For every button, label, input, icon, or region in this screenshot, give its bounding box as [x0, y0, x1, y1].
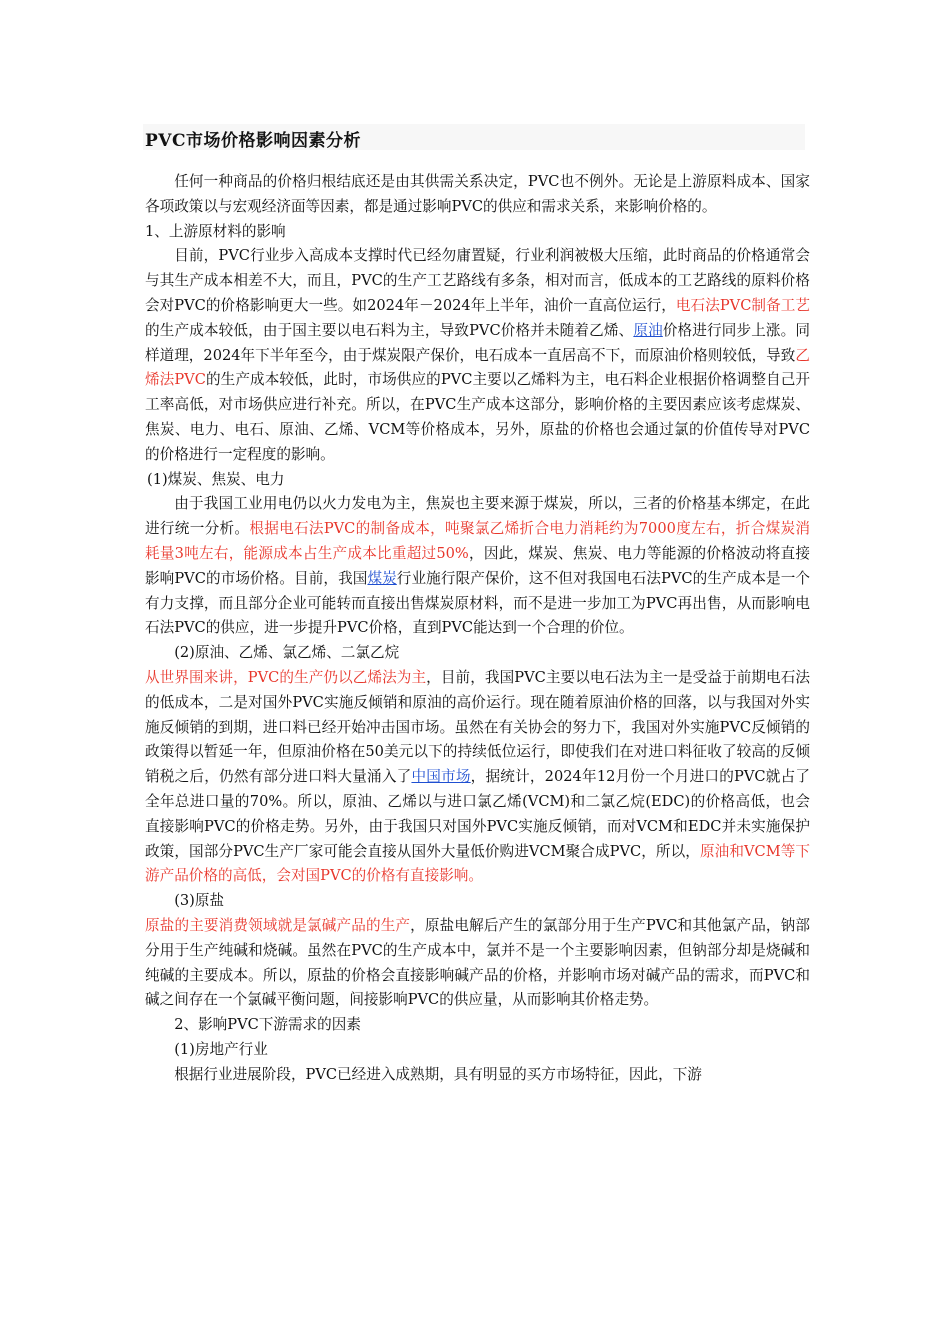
- paragraph-coal: [145, 492, 810, 641]
- paragraph-oil: [145, 666, 810, 889]
- text-span: 由于我国工业用电仍以火力发电为主，焦炭也主要来源于煤炭，所以，三者的价格基本绑定，在此进行统一分析。: [145, 495, 810, 538]
- text-span: 行业施行限产保价，这不但对我国电石法PVC的生产成本是一个有力支撑，而且部分企业可能转而直接出售煤炭原材料，而不是进一步加工为PVC再出售，从而影响电石法PVC的供应，进一步提升PVC价格，直到PVC能达到一个合理的价位。: [145, 569, 810, 637]
- highlight-text: 乙烯法PVC: [145, 346, 810, 389]
- paragraph-upstream: [145, 244, 810, 467]
- subsection-1-heading: (1)煤炭、焦炭、电力: [147, 470, 285, 488]
- subsection-4-heading: (1)房地产行业: [174, 1040, 268, 1058]
- highlight-text: 原油和VCM等下游产品价格的高低，会对国PVC的价格有直接影响。: [145, 842, 811, 885]
- link-coal[interactable]: 煤炭: [367, 569, 397, 587]
- highlight-text: 原盐的主要消费领域就是氯碱产品的生产: [145, 916, 411, 934]
- section-2-heading: 2、影响PVC下游需求的因素: [174, 1016, 361, 1034]
- link-china-market[interactable]: 中国市场: [411, 768, 471, 786]
- highlight-text: 电石法PVC制备工艺: [675, 296, 810, 314]
- document-title: PVC市场价格影响因素分析: [145, 131, 362, 151]
- text-span: ，原盐电解后产生的氯部分用于生产PVC和其他氯产品，钠部分用于生产纯碱和烧碱。虽然在PVC的生产成本中，氯并不是一个主要影响因素，但钠部分却是烧碱和纯碱的主要成本。所以，原盐的价格会直接影响碱产品的价格，并影响市场对碱产品的需求，而PVC和碱之间存在一个氯碱平衡问题，间接影响PVC的供应量，从而影响其价格走势。: [145, 916, 810, 1009]
- paragraph-real-estate: 根据行业进展阶段，PVC已经进入成熟期，具有明显的买方市场特征，因此，下游: [174, 1065, 702, 1083]
- text-span: 价格进行同步上涨。同样道理，2024年下半年至今，由于煤炭限产保价，电石成本一直居高不下，而原油价格则较低，导致: [145, 321, 810, 364]
- highlight-text: 从世界围来讲，PVC的生产仍以乙烯法为主: [145, 668, 427, 686]
- text-span: ，目前，我国PVC主要以电石法为主一是受益于前期电石法的低成本，二是对国外PVC实施反倾销和原油的高价运行。现在随着原油价格的回落，以与我国对外实施反倾销的到期，进口料已经开始冲击国市场。虽然在有关协会的努力下，我国对外实施PVC反倾销的政策得以暂延一年，但原油价格在50美元以下的持续低位运行，即使我们在对进口料征收了较高的反倾销税之后，仍然有部分进口料大量涌入了: [145, 668, 811, 786]
- subsection-3-heading: (3)原盐: [174, 892, 225, 910]
- text-span: 的生产成本较低，由于国主要以电石料为主，导致PVC价格并未随着乙烯、: [145, 321, 634, 339]
- text-span: ，因此，煤炭、焦炭、电力等能源的价格波动将直接影响PVC的市场价格。目前，我国: [145, 544, 810, 587]
- highlight-text: 根据电石法PVC的制备成本，吨聚氯乙烯折合电力消耗约为7000度左右，折合煤炭消耗量3吨左右，能源成本占生产成本比重超过50%: [145, 520, 810, 562]
- text-span: 的生产成本较低，此时，市场供应的PVC主要以乙烯料为主，电石料企业根据价格调整自己开工率高低，对市场供应进行补充。所以，在PVC生产成本这部分，影响价格的主要因素应该考虑煤炭、焦炭、电力、电石、原油、乙烯、VCM等价格成本，另外，原盐的价格也会通过氯的价值传导对PVC的价格进行一定程度的影响。: [145, 371, 810, 463]
- subsection-2-heading: (2)原油、乙烯、氯乙烯、二氯乙烷: [174, 644, 400, 662]
- link-crude-oil[interactable]: 原油: [633, 321, 663, 339]
- section-1-heading: 1、上游原材料的影响: [145, 222, 286, 240]
- text-span: ，据统计，2024年12月份一个月进口的PVC就占了全年总进口量的70%。所以，原油、乙烯以与进口氯乙烯(VCM)和二氯乙烷(EDC)的价格高低，也会直接影响PVC的价格走势。另外，由于我国只对国外PVC实施反倾销，而对VCM和EDC并未实施保护政策，国部分PVC生产厂家可能会直接从国外大量低价购进VCM聚合成PVC，所以，: [145, 768, 810, 860]
- document-body: [145, 170, 810, 1087]
- paragraph-salt: [145, 914, 810, 1013]
- text-span: 目前，PVC行业步入高成本支撑时代已经勿庸置疑，行业利润被极大压缩，此时商品的价格通常会与其生产成本相差不大，而且，PVC的生产工艺路线有多条，相对而言，低成本的工艺路线的原料价格会对PVC的价格影响更大一些。如2024年－2024年上半年，油价一直高位运行，: [145, 247, 810, 314]
- intro-paragraph: 任何一种商品的价格归根结底还是由其供需关系决定，PVC也不例外。无论是上游原料成本、国家各项政策以与宏观经济面等因素，都是通过影响PVC的供应和需求关系，来影响价格的。: [145, 173, 810, 215]
